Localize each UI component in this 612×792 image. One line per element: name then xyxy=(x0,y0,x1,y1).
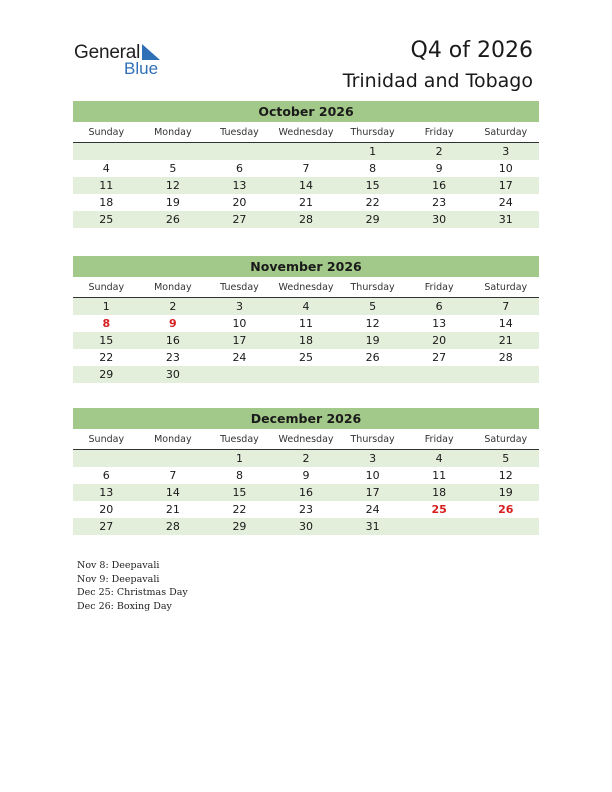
day-cell: 23 xyxy=(432,196,447,209)
day-cell: 28 xyxy=(165,520,180,533)
day-cell xyxy=(206,143,273,160)
day-cell: 14 xyxy=(299,179,314,192)
day-cell: 22 xyxy=(365,196,380,209)
day-cell: 5 xyxy=(169,162,177,175)
day-cell xyxy=(406,366,473,383)
week-row xyxy=(73,332,539,349)
day-cell: 12 xyxy=(498,469,513,482)
day-cell: 13 xyxy=(432,317,447,330)
day-cell: 21 xyxy=(498,334,513,347)
day-cell: 6 xyxy=(102,469,110,482)
day-cell: 25 xyxy=(99,213,114,226)
holiday-note: Nov 9: Deepavali xyxy=(77,573,160,585)
day-cell: 29 xyxy=(365,213,380,226)
day-cell: 18 xyxy=(99,196,114,209)
week-row xyxy=(73,143,539,160)
day-cell: 29 xyxy=(99,368,114,381)
day-cell: 7 xyxy=(302,162,310,175)
weekday-label: Monday xyxy=(154,127,192,138)
day-cell: 24 xyxy=(365,503,380,516)
day-cell: 24 xyxy=(498,196,513,209)
day-cell: 26 xyxy=(365,351,380,364)
day-cell: 11 xyxy=(299,317,314,330)
day-cell: 16 xyxy=(165,334,180,347)
day-cell: 13 xyxy=(99,486,114,499)
weekday-label: Wednesday xyxy=(278,127,334,138)
week-row xyxy=(73,211,539,228)
day-cell: 24 xyxy=(232,351,247,364)
logo-general-text: General xyxy=(74,42,141,63)
day-cell: 31 xyxy=(365,520,380,533)
day-cell xyxy=(472,518,539,535)
week-row xyxy=(73,177,539,194)
weekday-header-row xyxy=(73,125,539,143)
day-cell xyxy=(273,366,340,383)
day-cell xyxy=(140,143,207,160)
week-row xyxy=(73,366,539,383)
day-cell: 7 xyxy=(169,469,177,482)
week-row xyxy=(73,484,539,501)
month-calendar xyxy=(73,101,539,228)
day-cell: 25 xyxy=(299,351,314,364)
day-cell: 28 xyxy=(299,213,314,226)
weekday-label: Saturday xyxy=(484,434,528,445)
day-cell xyxy=(273,143,340,160)
day-cell xyxy=(73,143,140,160)
day-cell xyxy=(472,366,539,383)
weekday-label: Thursday xyxy=(350,127,395,138)
weekday-header-row xyxy=(73,432,539,450)
day-cell: 19 xyxy=(365,334,380,347)
day-cell: 19 xyxy=(165,196,180,209)
day-cell: 18 xyxy=(432,486,447,499)
day-cell: 1 xyxy=(235,452,243,465)
day-cell: 11 xyxy=(99,179,114,192)
day-cell: 22 xyxy=(99,351,114,364)
day-cell: 20 xyxy=(232,196,247,209)
month-calendar xyxy=(73,408,539,535)
day-cell: 3 xyxy=(235,300,243,313)
day-cell: 30 xyxy=(299,520,314,533)
day-cell: 30 xyxy=(165,368,180,381)
day-cell: 17 xyxy=(365,486,380,499)
holiday-day-cell: 26 xyxy=(498,503,514,516)
day-cell: 16 xyxy=(432,179,447,192)
day-cell: 4 xyxy=(302,300,310,313)
week-row xyxy=(73,518,539,535)
day-cell: 10 xyxy=(498,162,513,175)
day-cell: 2 xyxy=(169,300,177,313)
day-cell: 26 xyxy=(165,213,180,226)
day-cell: 29 xyxy=(232,520,247,533)
day-cell: 6 xyxy=(235,162,243,175)
weekday-label: Saturday xyxy=(484,127,528,138)
day-cell: 6 xyxy=(435,300,443,313)
week-row xyxy=(73,160,539,177)
day-cell: 4 xyxy=(435,452,443,465)
day-cell: 12 xyxy=(165,179,180,192)
day-cell xyxy=(140,450,207,467)
page-subtitle: Trinidad and Tobago xyxy=(342,70,533,92)
weekday-label: Friday xyxy=(424,127,454,138)
day-cell: 19 xyxy=(498,486,513,499)
day-cell: 31 xyxy=(498,213,513,226)
day-cell xyxy=(73,450,140,467)
day-cell: 30 xyxy=(432,213,447,226)
day-cell: 1 xyxy=(369,145,377,158)
weekday-label: Tuesday xyxy=(220,434,259,445)
day-cell: 27 xyxy=(232,213,247,226)
day-cell: 5 xyxy=(369,300,377,313)
weekday-label: Saturday xyxy=(484,282,528,293)
month-header: November 2026 xyxy=(73,256,539,277)
day-cell: 16 xyxy=(299,486,314,499)
day-cell: 2 xyxy=(435,145,443,158)
day-cell: 27 xyxy=(99,520,114,533)
weekday-label: Friday xyxy=(424,434,454,445)
day-cell: 5 xyxy=(502,452,510,465)
day-cell: 27 xyxy=(432,351,447,364)
month-calendar xyxy=(73,256,539,383)
weekday-label: Sunday xyxy=(88,434,125,445)
day-cell: 9 xyxy=(302,469,310,482)
weekday-label: Tuesday xyxy=(220,282,259,293)
day-cell: 21 xyxy=(299,196,314,209)
day-cell: 14 xyxy=(165,486,180,499)
day-cell: 15 xyxy=(365,179,380,192)
weekday-label: Sunday xyxy=(88,127,125,138)
weekday-label: Friday xyxy=(424,282,454,293)
day-cell: 10 xyxy=(365,469,380,482)
day-cell: 10 xyxy=(232,317,247,330)
week-row xyxy=(73,349,539,366)
weekday-label: Thursday xyxy=(350,434,395,445)
logo xyxy=(74,42,184,82)
day-cell: 20 xyxy=(99,503,114,516)
holiday-note: Dec 26: Boxing Day xyxy=(77,600,172,612)
holiday-note: Dec 25: Christmas Day xyxy=(77,587,188,599)
day-cell: 2 xyxy=(302,452,310,465)
day-cell: 20 xyxy=(432,334,447,347)
week-row xyxy=(73,467,539,484)
day-cell: 15 xyxy=(99,334,114,347)
weekday-label: Sunday xyxy=(88,282,125,293)
weekday-header-row xyxy=(73,280,539,298)
holiday-notes xyxy=(77,559,188,613)
weekday-label: Monday xyxy=(154,434,192,445)
day-cell: 3 xyxy=(502,145,510,158)
weekday-label: Tuesday xyxy=(220,127,259,138)
day-cell xyxy=(406,518,473,535)
weekday-label: Monday xyxy=(154,282,192,293)
day-cell: 8 xyxy=(369,162,377,175)
day-cell: 22 xyxy=(232,503,247,516)
day-cell: 7 xyxy=(502,300,510,313)
day-cell: 1 xyxy=(102,300,110,313)
week-row xyxy=(73,315,539,332)
day-cell: 23 xyxy=(299,503,314,516)
week-row xyxy=(73,194,539,211)
day-cell: 17 xyxy=(232,334,247,347)
weekday-label: Wednesday xyxy=(278,282,334,293)
day-cell: 9 xyxy=(435,162,443,175)
day-cell: 4 xyxy=(102,162,110,175)
day-cell: 23 xyxy=(165,351,180,364)
holiday-note: Nov 8: Deepavali xyxy=(77,560,160,571)
page-title: Q4 of 2026 xyxy=(410,38,533,63)
logo-blue-text: Blue xyxy=(124,59,159,78)
month-header: December 2026 xyxy=(73,408,539,429)
month-header: October 2026 xyxy=(73,101,539,122)
day-cell: 28 xyxy=(498,351,513,364)
day-cell: 8 xyxy=(235,469,243,482)
day-cell: 15 xyxy=(232,486,247,499)
week-row xyxy=(73,298,539,315)
day-cell: 12 xyxy=(365,317,380,330)
day-cell xyxy=(206,366,273,383)
weekday-label: Wednesday xyxy=(278,434,334,445)
day-cell: 11 xyxy=(432,469,447,482)
week-row xyxy=(73,501,539,518)
day-cell: 3 xyxy=(369,452,377,465)
day-cell: 21 xyxy=(165,503,180,516)
day-cell: 17 xyxy=(498,179,513,192)
week-row xyxy=(73,450,539,467)
day-cell: 18 xyxy=(299,334,314,347)
weekday-label: Thursday xyxy=(350,282,395,293)
day-cell xyxy=(339,366,406,383)
day-cell: 14 xyxy=(498,317,513,330)
holiday-day-cell: 9 xyxy=(169,317,177,330)
day-cell: 13 xyxy=(232,179,247,192)
holiday-day-cell: 25 xyxy=(431,503,447,516)
holiday-day-cell: 8 xyxy=(102,317,111,330)
